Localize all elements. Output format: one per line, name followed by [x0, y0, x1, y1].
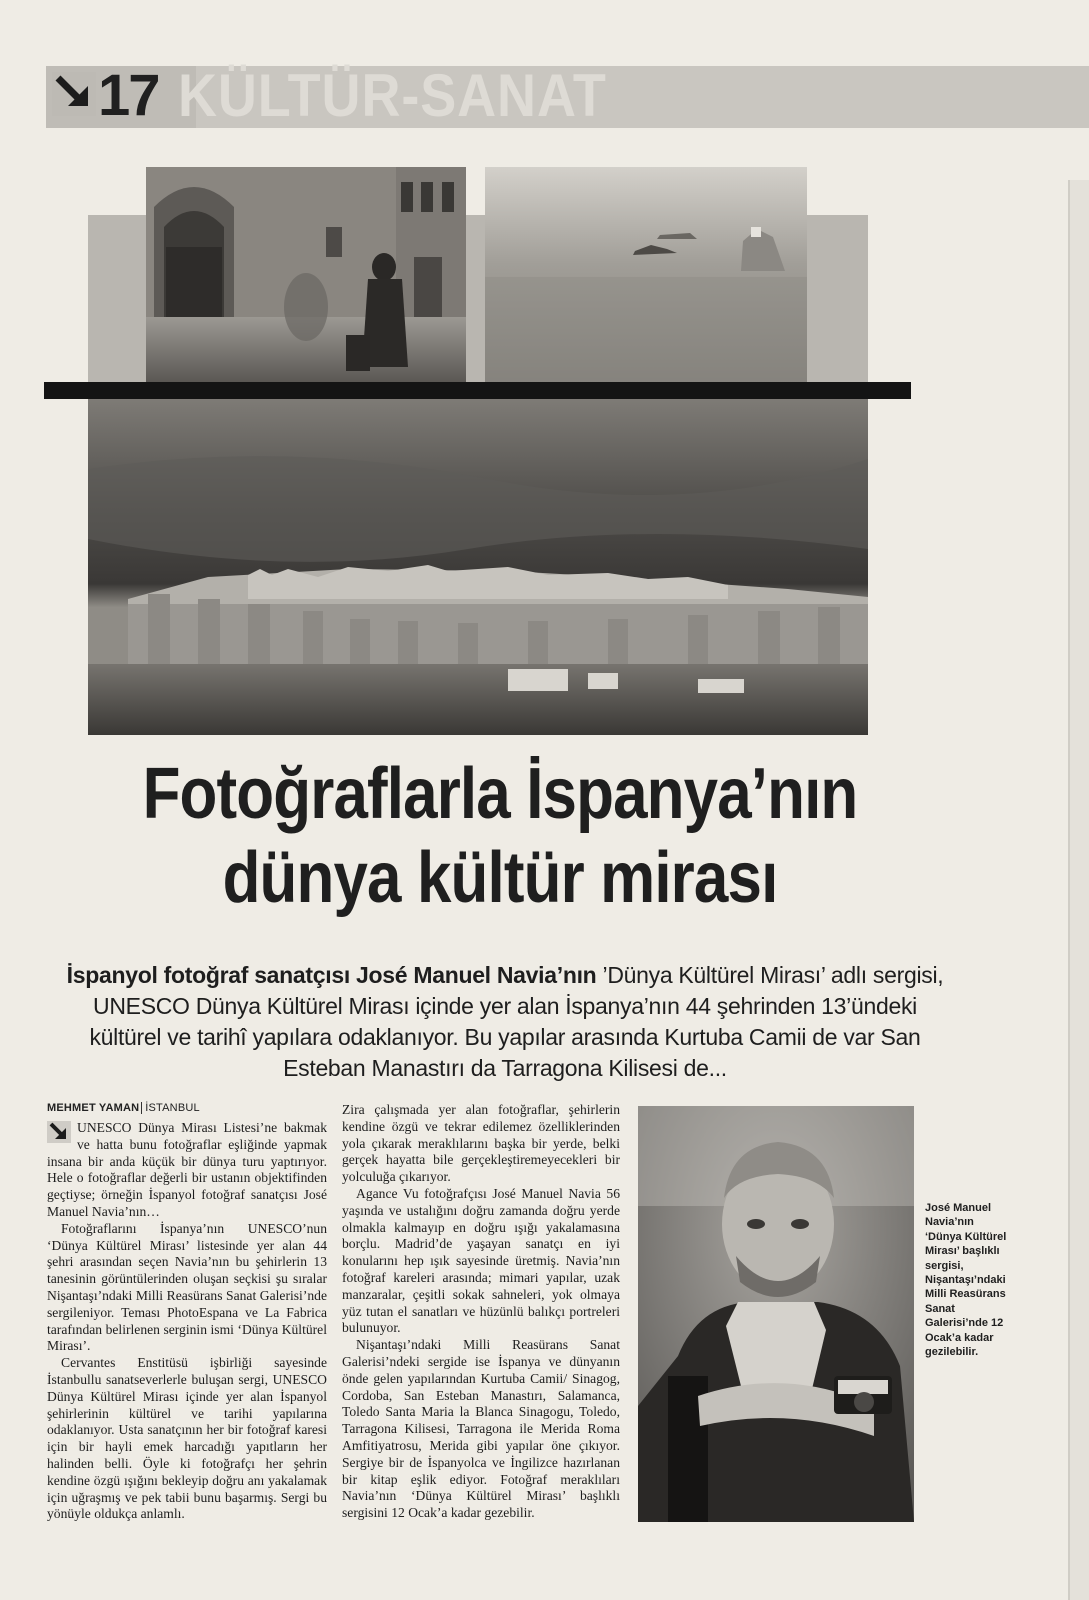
section-title: KÜLTÜR-SANAT: [178, 62, 607, 129]
headline-line-1: Fotoğraflarla İspanya’nın: [142, 754, 858, 834]
byline-author: MEHMET YAMAN: [47, 1102, 140, 1114]
arrow-down-right-icon: [47, 1121, 71, 1143]
paragraph: Zira çalışmada yer alan fotoğraflar, şehirlerin kendine özgü ve tekrar edilemez özelliklerinden yola çıkarak meraklılarını başka bir yerde, belki gerçek hayatta bile gerçekleştiremeyecekleri bir yolculuğa çıkarıyor.: [342, 1102, 620, 1185]
adjacent-page-edge: [1068, 180, 1089, 1600]
headline: [0, 752, 1000, 920]
byline-city: İSTANBUL: [141, 1102, 200, 1114]
paragraph: Nişantaşı’ndaki Milli Reasürans Sanat Galerisi’ndeki sergide ise İspanya ve dünyanın önde gelen yapılarından Kurtuba Camii/ Sinagog, Cordoba, San Esteban Manastırı, Salamanca, Toledo Santa Maria la Blanca Sinagogu, Toledo, Tarragona Kilisesi, Tarragona ile Merida Roma Amfitiyatrosu, Merida gibi yapılar öne çıkıyor. Sergiye bir de İspanyolca ve İngilizce hazırlanan bir kitap eşlik ediyor. Fotoğraf meraklıları Navia’nın ‘Dünya Kültürel Mirası’ başlıklı sergisini 12 Ocak’a kadar gezebilir.: [342, 1337, 620, 1521]
paragraph: Agance Vu fotoğrafçısı José Manuel Navia 56 yaşında ve ustalığını doğru zamanda doğru yerde olmakla kalmayıp en doğru ışığı yakalamasına borçlu. Madrid’de yaşayan sanatçı en iyi konularını hep ışık sayesinde üretmiş. Navia’nın fotoğraf kareleri arasında; mimari yapılar, uzak manzaralar, çeşitli sokak sahneleri, yok olmaya yüz tutan el sanatları ve hüzünlü balıkçı portreleri bulunuyor.: [342, 1185, 620, 1336]
city-walls-photo: [88, 399, 868, 735]
deck-lead: İspanyol fotoğraf sanatçısı José Manuel Navia’nın: [66, 962, 597, 988]
article-deck: [60, 960, 950, 1084]
paragraph: Fotoğraflarını İspanya’nın UNESCO’nun ‘Dünya Kültürel Mirası’ listesinde yer alan 44 şehri arasından seçen Navia’nın bu şehirlerin 13 tanesinin görüntülerinden oluşan seçkisi şu sıralar Nişantaşı’ndaki Milli Reasürans Sanat Galerisi’nde sergileniyor. Teması PhotoEspana ve La Fabrica tarafından belirlenen serginin ismi ‘Dünya Kültürel Mirası’.: [47, 1220, 327, 1354]
street-scene-photo: [146, 167, 466, 383]
deck-text: ’Dünya Kültürel Mirası’ adlı sergisi, UNESCO Dünya Kültürel Mirası içinde yer alan İspanya’nın 44 şehrinden 13’ündeki kültürel ve tarihî yapılara odaklanıyor. Bu yapılar arasında Kurtuba Camii de var San Esteban Manastırı da Tarragona Kilisesi de...: [89, 962, 944, 1081]
page-number: 17: [98, 63, 159, 128]
article-column-2: [342, 1102, 620, 1522]
headline-line-2: dünya kültür mirası: [222, 838, 778, 918]
seascape-photo: [485, 167, 807, 383]
photo-divider-rule: [44, 382, 911, 399]
photographer-portrait: [638, 1106, 914, 1522]
paragraph: UNESCO Dünya Mirası Listesi’ne bakmak ve hatta bunu fotoğraflar eşliğinde yapmak insana bir anda küçük bir dünya turu yaptırıyor. Hele o fotoğraflar değerli bir ustanın objektifinden geçtiyse; örneğin İspanyol fotoğraf sanatçısı José Manuel Navia’nın…: [47, 1120, 327, 1219]
photo-caption: José Manuel Navia’nın ‘Dünya Kültürel Mirası’ başlıklı sergisi, Nişantaşı’ndaki Milli Reasürans Sanat Galerisi’nde 12 Ocak’a kadar gezilebilir.: [925, 1202, 1007, 1359]
arrow-down-right-icon: [52, 72, 96, 116]
article-column-1: [47, 1120, 327, 1523]
paragraph: Cervantes Enstitüsü işbirliği sayesinde İstanbullu sanatseverlerle buluşan sergi, UNESCO Dünya Kültürel Mirası içinde yer alan İspanyol şehirlerinin kültürel ve tarihi yapılarına odaklanıyor. Usta sanatçının her bir fotoğraf karesi için bir hayli emek harcadığı yapıtların her halinden belli. Öyle ki fotoğrafçı her şehrin kendine özgü ışığını bekleyip doğru anı yakalamak için uğraşmış ve pek tabii bunu başarmış. Sergi bu yönüyle oldukça anlamlı.: [47, 1355, 327, 1522]
byline: [47, 1102, 200, 1114]
